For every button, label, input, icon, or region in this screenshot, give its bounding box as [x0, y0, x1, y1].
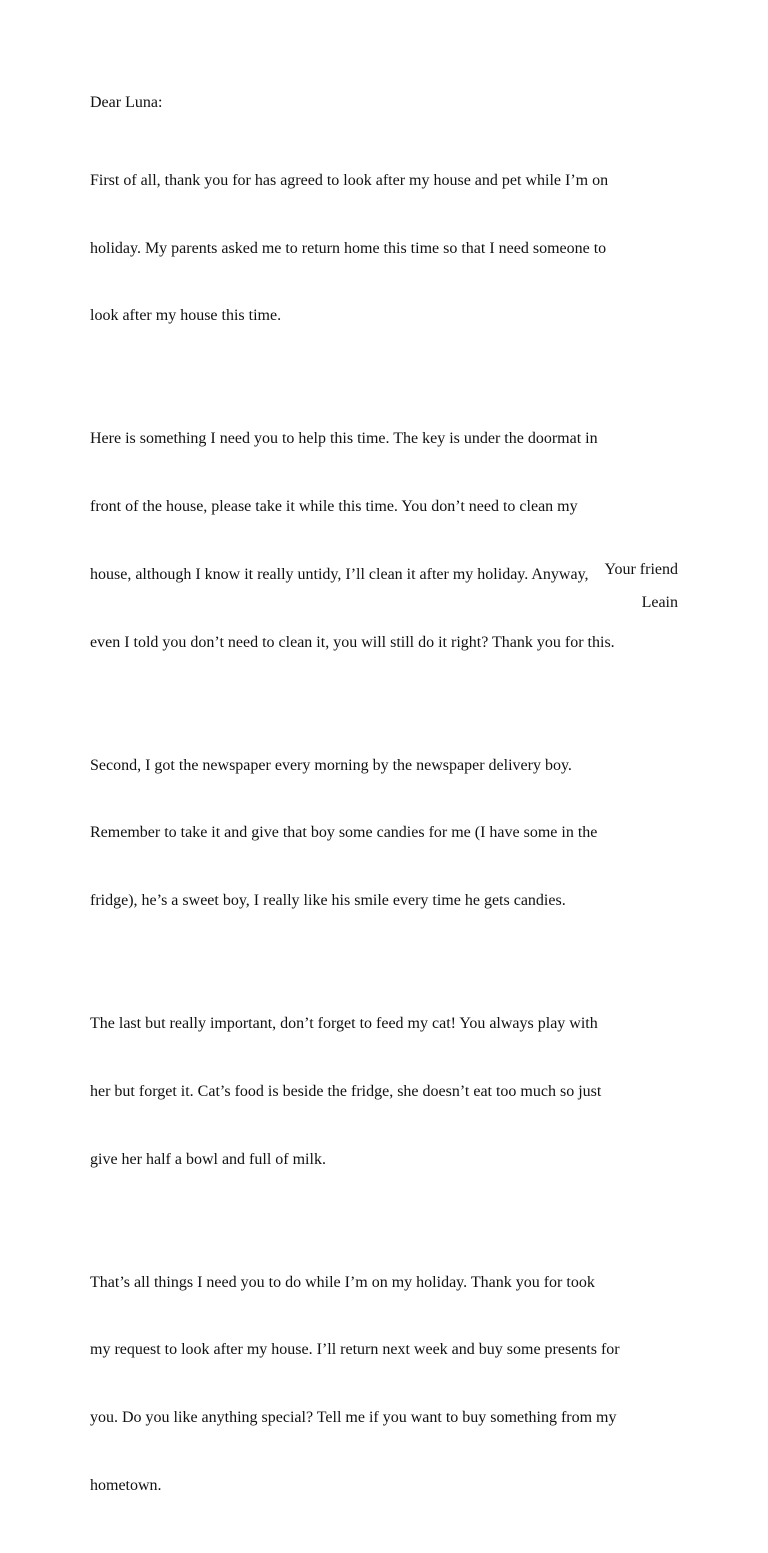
paragraph-line: hometown. — [90, 1477, 162, 1495]
paragraph-line: even I told you don’t need to clean it, you will still do it right? Thank you for this. — [90, 633, 615, 651]
paragraph-1 — [90, 125, 682, 374]
paragraph-line: fridge), he’s a sweet boy, I really like his smile every time he gets candies. — [90, 892, 566, 910]
paragraph-line: First of all, thank you for has agreed to look after my house and pet while I’m on — [90, 171, 609, 189]
paragraph-line: you. Do you like anything special? Tell me if you want to buy something from my — [90, 1409, 617, 1427]
paragraph-line: Here is something I need you to help this time. The key is under the doormat in — [90, 430, 598, 448]
paragraph-line: front of the house, please take it while this time. You don’t need to clean my — [90, 498, 578, 516]
paragraph-line: holiday. My parents asked me to return home this time so that I need someone to — [90, 239, 607, 257]
signature-name: Leain — [641, 594, 678, 611]
paragraph-line: Remember to take it and give that boy some candies for me (I have some in the — [90, 824, 598, 842]
paragraph-line: give her half a bowl and full of milk. — [90, 1150, 326, 1168]
paragraph-line: The last but really important, don’t forget to feed my cat! You always play with — [90, 1015, 598, 1033]
paragraph-line: look after my house this time. — [90, 307, 282, 325]
paragraph-5 — [90, 1227, 682, 1543]
paragraph-line: her but forget it. Cat’s food is beside the fridge, she doesn’t eat too much so just — [90, 1082, 602, 1100]
paragraph-4 — [90, 968, 682, 1217]
letter-body — [90, 92, 682, 1553]
paragraph-2 — [90, 383, 682, 699]
closing-line: Your friend — [604, 561, 678, 578]
paragraph-3 — [90, 709, 682, 958]
paragraph-line: That’s all things I need you to do while I’m on my holiday. Thank you for took — [90, 1273, 595, 1291]
paragraph-line: house, although I know it really untidy, I’ll clean it after my holiday. Anyway, — [90, 565, 589, 583]
salutation: Dear Luna: — [90, 94, 163, 111]
paragraph-line: my request to look after my house. I’ll return next week and buy some presents for — [90, 1341, 620, 1359]
paragraph-line: Second, I got the newspaper every morning by the newspaper delivery boy. — [90, 756, 572, 774]
